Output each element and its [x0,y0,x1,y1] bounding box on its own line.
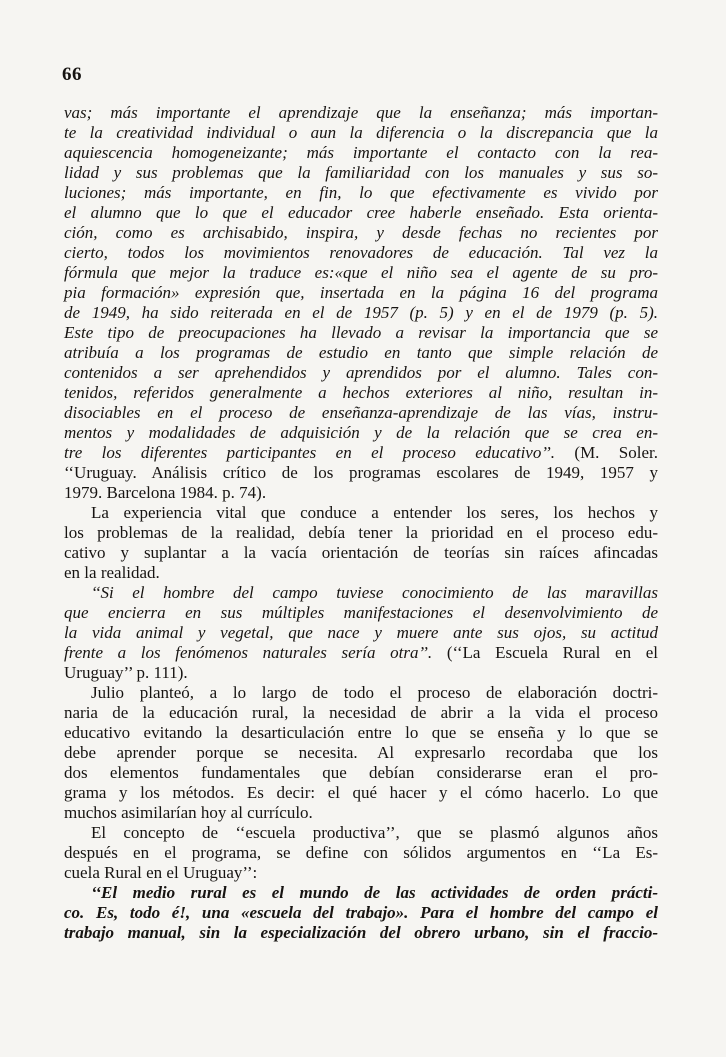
text-line [64,883,658,903]
text-line [64,763,658,783]
paragraph-si-el-hombre [64,583,658,683]
text-line [64,463,658,483]
text-segment-italic: tenidos, referidos generalmente a hechos exteriores al niño, resultan in- [64,383,658,402]
text-line [64,523,658,543]
text-segment-roman: cuela Rural en el Uruguay’’: [64,863,258,882]
paragraph-el-concepto [64,823,658,883]
text-segment-roman: La experiencia vital que conduce a entender los seres, los hechos y [91,503,658,522]
text-segment-italic: que encierra en sus múltiples manifestaciones el desenvolvimiento de [64,603,658,622]
text-line [64,703,658,723]
text-segment-italic: ‘‘Si el hombre del campo tuviese conocimiento de las maravillas [91,583,658,602]
text-segment-roman: (‘‘La Escuela Rural en el [446,643,658,662]
text-line [64,383,658,403]
text-segment-roman: en la realidad. [64,563,160,582]
text-segment-roman: debe aprender porque se necesita. Al expresarlo recordaba que los [64,743,658,762]
text-line [64,443,658,463]
text-line [64,403,658,423]
text-segment-roman: muchos asimilarían hoy al currículo. [64,803,313,822]
text-segment-italic: pia formación» expresión que, insertada en la página 16 del programa [64,283,658,302]
text-line [64,363,658,383]
text-segment-roman: dos elementos fundamentales que debían considerarse eran el pro- [64,763,658,782]
paragraph-continuation-quote [64,103,658,503]
text-segment-italic: atribuía a los programas de estudio en tanto que simple relación de [64,343,658,362]
text-line [64,923,658,943]
text-line [64,243,658,263]
text-segment-roman: El concepto de ‘‘escuela productiva’’, que se plasmó algunos años [91,823,658,842]
text-line [64,303,658,323]
text-segment-italic: fórmula que mejor la traduce es:«que el niño sea el agente de su pro- [64,263,658,282]
paragraph-la-experiencia [64,503,658,583]
text-line [64,503,658,523]
text-line [64,683,658,703]
text-segment-italic: mentos y modalidades de adquisición y de la relación que se crea en- [64,423,658,442]
text-line [64,823,658,843]
text-segment-bold-italic: trabajo manual, sin la especialización del obrero urbano, sin el fraccio- [64,923,658,942]
text-line [64,143,658,163]
text-line [64,483,658,503]
text-segment-italic: ción, como es archisabido, inspira, y desde fechas no recientes por [64,223,658,242]
text-line [64,323,658,343]
text-line [64,223,658,243]
text-line [64,743,658,763]
text-segment-italic: el alumno que lo que el educador cree haberle enseñado. Esta orienta- [64,203,658,222]
text-segment-italic: aquiescencia homogeneizante; más importante el contacto con la rea- [64,143,658,162]
text-line [64,803,658,823]
text-line [64,863,658,883]
text-line [64,543,658,563]
page-number: 66 [62,64,82,85]
text-segment-italic: te la creatividad individual o aun la diferencia o la discrepancia que la [64,123,658,142]
page-body [64,103,658,943]
text-segment-italic: de 1949, ha sido reiterada en el de 1957 (p. 5) y en el de 1979 (p. 5). [64,303,658,322]
text-segment-roman: 1979. Barcelona 1984. p. 74). [64,483,267,502]
text-segment-italic: tre los diferentes participantes en el proceso educativo’’. [64,443,575,462]
text-line [64,723,658,743]
paragraph-julio-planteo [64,683,658,823]
text-segment-italic: lidad y sus problemas que la familiaridad con los manuales y sus so- [64,163,658,182]
text-segment-roman: después en el programa, se define con sólidos argumentos en ‘‘La Es- [64,843,658,862]
text-line [64,583,658,603]
text-segment-roman: grama y los métodos. Es decir: el qué hacer y el cómo hacerlo. Lo que [64,783,658,802]
text-segment-italic: la vida animal y vegetal, que nace y muere ante sus ojos, su actitud [64,623,658,642]
text-line [64,183,658,203]
text-line [64,643,658,663]
text-segment-italic: vas; más importante el aprendizaje que la enseñanza; más importan- [64,103,658,122]
text-segment-italic: luciones; más importante, en fin, lo que efectivamente es vivido por [64,183,658,202]
text-segment-roman: cativo y suplantar a la vacía orientación de teorías sin raíces afincadas [64,543,658,562]
text-segment-roman: Julio planteó, a lo largo de todo el proceso de elaboración doctri- [91,683,658,702]
text-segment-bold-italic: ‘‘El medio rural es el mundo de las actividades de orden prácti- [91,883,658,902]
text-line [64,203,658,223]
text-segment-italic: frente a los fenómenos naturales sería otra’’. [64,643,447,662]
text-line [64,843,658,863]
text-segment-roman: los problemas de la realidad, debía tener la prioridad en el proceso edu- [64,523,658,542]
text-line [64,123,658,143]
text-segment-italic: Este tipo de preocupaciones ha llevado a revisar la importancia que se [64,323,658,342]
text-line [64,603,658,623]
text-segment-italic: disociables en el proceso de enseñanza-aprendizaje de las vías, instru- [64,403,658,422]
text-line [64,163,658,183]
text-line [64,423,658,443]
text-line [64,563,658,583]
text-segment-roman: ‘‘Uruguay. Análisis crítico de los programas escolares de 1949, 1957 y [64,463,658,482]
text-segment-roman: Uruguay’’ p. 111). [64,663,188,682]
text-line [64,283,658,303]
text-line [64,623,658,643]
text-segment-italic: contenidos a ser aprehendidos y aprendidos por el alumno. Tales con- [64,363,658,382]
text-line [64,103,658,123]
text-segment-bold-italic: co. Es, todo é!, una «escuela del trabajo». Para el hombre del campo el [64,903,658,922]
text-segment-roman: naria de la educación rural, la necesidad de abrir a la vida el proceso [64,703,658,722]
text-segment-italic: cierto, todos los movimientos renovadores de educación. Tal vez la [64,243,658,262]
text-line [64,903,658,923]
text-segment-roman: (M. Soler. [574,443,658,462]
text-segment-roman: educativo evitando la desarticulación entre lo que se enseña y lo que se [64,723,658,742]
text-line [64,783,658,803]
paragraph-el-medio-rural [64,883,658,943]
text-line [64,663,658,683]
text-line [64,343,658,363]
text-line [64,263,658,283]
